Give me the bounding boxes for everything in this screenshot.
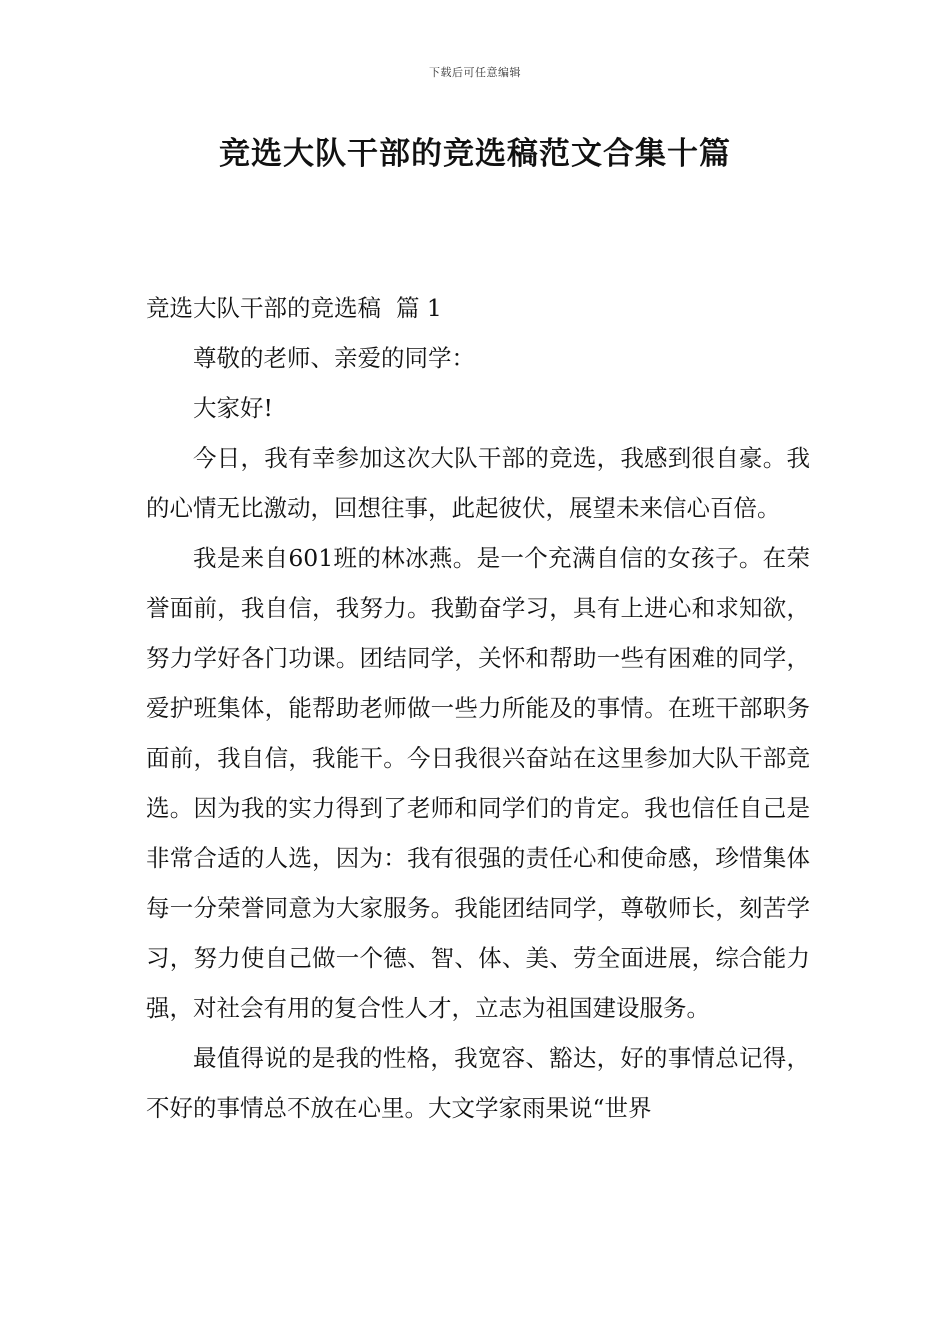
document-title: 竞选大队干部的竞选稿范文合集十篇 (219, 136, 731, 172)
header-note: 下载后可任意编辑 (429, 66, 521, 79)
paragraph-greeting: 大家好! (193, 394, 273, 422)
paragraph-body-2: 我是来自601班的林冰燕。是一个充满自信的女孩子。在荣誉面前，我自信，我努力。我勤奋学习，具有上进心和求知欲，努力学好各门功课。团结同学，关怀和帮助一些有困难的同学，爱护班集体，能帮助老师做一些力所能及的事情。在班干部职务面前，我自信，我能干。今日我很兴奋站在这里参加大队干部竞选。因为我的实力得到了老师和同学们的肯定。我也信任自己是非常合适的人选，因为：我有很强的责任心和使命感，珍惜集体每一分荣誉同意为大家服务。我能团结同学，尊敬师长，刻苦学习，努力使自己做一个德、智、体、美、劳全面进展，综合能力强，对社会有用的复合性人才，立志为祖国建设服务。 (146, 544, 810, 1022)
paragraph-body-3: 最值得说的是我的性格，我宽容、豁达，好的事情总记得，不好的事情总不放在心里。大文学家雨果说“世界 (146, 1044, 810, 1122)
paragraph-salutation: 尊敬的老师、亲爱的同学： (193, 344, 475, 372)
paragraph-body-1: 今日，我有幸参加这次大队干部的竞选，我感到很自豪。我的心情无比激动，回想往事，此起彼伏，展望未来信心百倍。 (146, 444, 810, 522)
document-body (146, 283, 810, 1133)
section-heading: 竞选大队干部的竞选稿 篇 1 (146, 294, 442, 322)
